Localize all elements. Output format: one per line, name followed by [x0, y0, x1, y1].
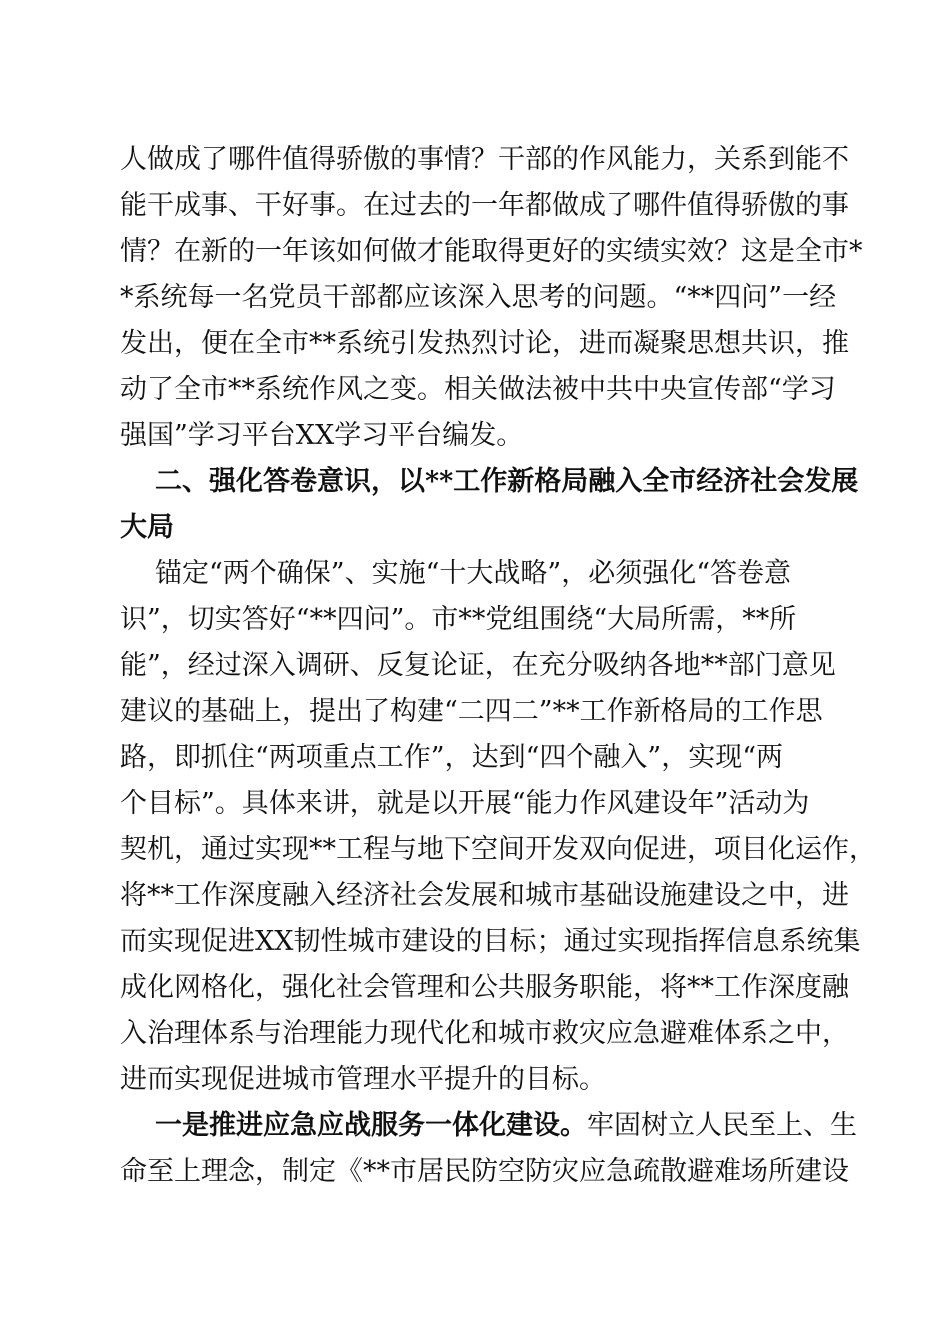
paragraph-text: 牢固树立人民至上、生 [587, 1110, 857, 1141]
text-line: 命至上理念，制定《**市居民防空防灾应急疏散避难场所建设 [120, 1156, 849, 1187]
text-line: *系统每一名党员干部都应该深入思考的问题。“**四问”一经 [120, 282, 837, 313]
heading-line: 大局 [120, 512, 174, 543]
text-line: 人做成了哪件值得骄傲的事情？干部的作风能力，关系到能不 [120, 144, 849, 175]
heading-line: 二、强化答卷意识，以**工作新格局融入全市经济社会发展 [155, 466, 859, 497]
text-line: 将**工作深度融入经济社会发展和城市基础设施建设之中，进 [120, 880, 849, 911]
text-line: 动了全市**系统作风之变。相关做法被中共中央宣传部“学习 [120, 374, 836, 405]
text-line: 发出，便在全市**系统引发热烈讨论，进而凝聚思想共识，推 [120, 328, 849, 359]
text-line: 而实现促进XX韧性城市建设的目标；通过实现指挥信息系统集 [120, 926, 861, 957]
text-line: 情？在新的一年该如何做才能取得更好的实绩实效？这是全市* [120, 236, 863, 267]
text-line: 成化网格化，强化社会管理和公共服务职能，将**工作深度融 [120, 972, 849, 1003]
text-line: 进而实现促进城市管理水平提升的目标。 [120, 1064, 606, 1095]
text-line: 入治理体系与治理能力现代化和城市救灾应急避难体系之中， [120, 1018, 849, 1049]
text-line: 契机，通过实现**工程与地下空间开发双向促进，项目化运作， [120, 834, 876, 865]
text-line: 建议的基础上，提出了构建“二四二”**工作新格局的工作思 [120, 696, 823, 727]
text-line [0, 1103, 950, 1149]
text-line: 锚定“两个确保”、实施“十大战略”，必须强化“答卷意 [155, 558, 792, 589]
text-line: 路，即抓住“两项重点工作”，达到“四个融入”，实现“两 [120, 742, 784, 773]
text-line: 能干成事、干好事。在过去的一年都做成了哪件值得骄傲的事 [120, 190, 849, 221]
text-line: 能”，经过深入调研、反复论证，在充分吸纳各地**部门意见 [120, 650, 836, 681]
text-line: 识”，切实答好“**四问”。市**党组围绕“大局所需，**所 [120, 604, 797, 635]
paragraph-lead: 一是推进应急应战服务一体化建设。 [155, 1110, 587, 1141]
text-line: 个目标”。具体来讲，就是以开展“能力作风建设年”活动为 [120, 788, 810, 819]
text-line: 强国”学习平台XX学习平台编发。 [120, 420, 524, 451]
